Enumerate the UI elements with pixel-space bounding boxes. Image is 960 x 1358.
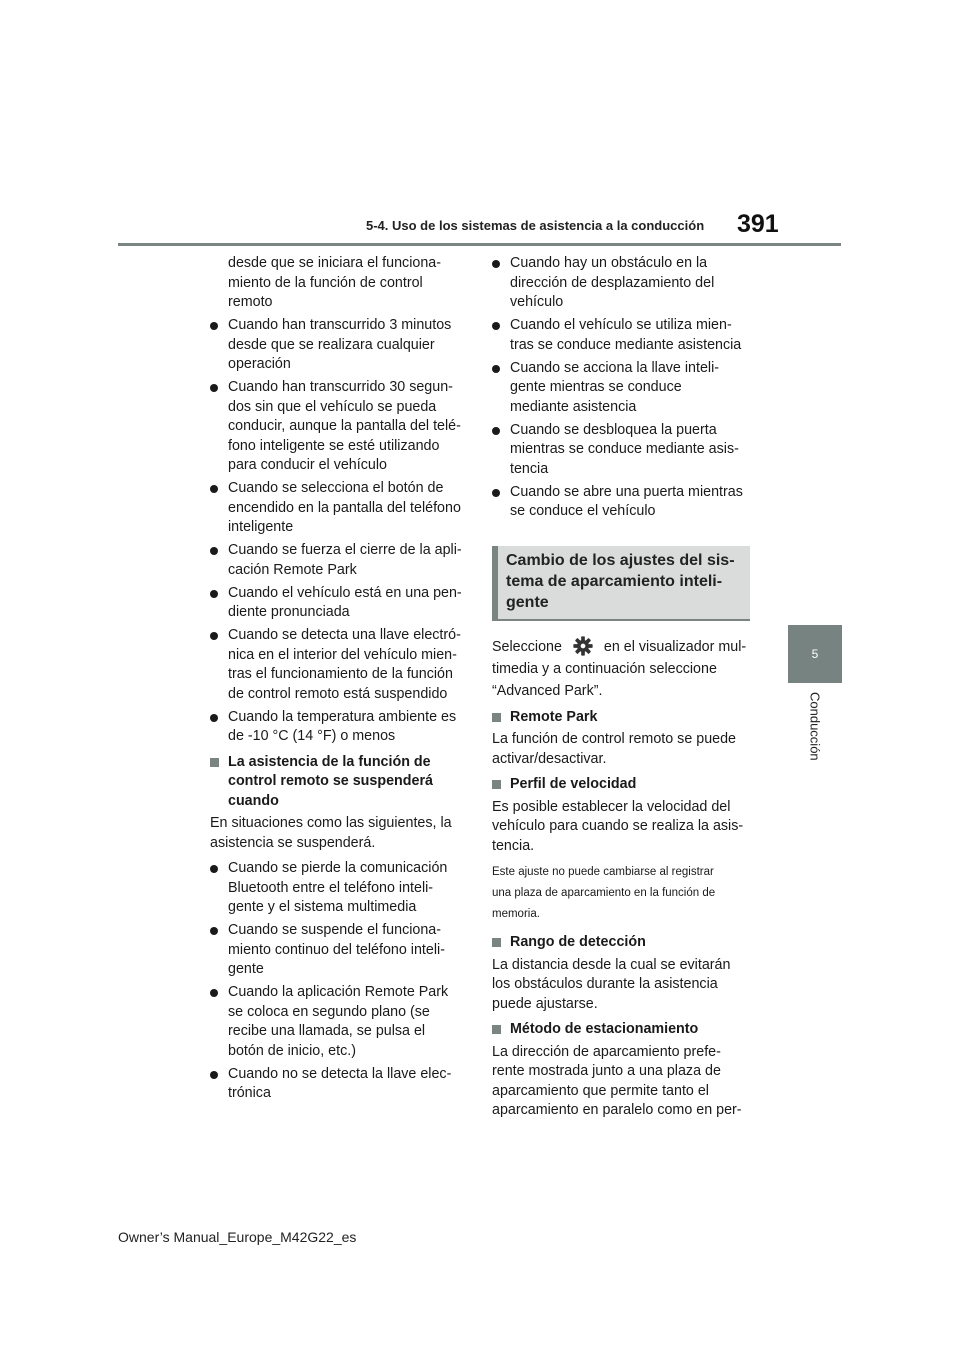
- paragraph: [492, 730, 754, 769]
- list-item: [492, 483, 754, 522]
- text-line: vehículo para cuando se realiza la asis-: [492, 818, 744, 834]
- header-rule: [118, 243, 841, 246]
- text-line: Cuando se desbloquea la puerta: [510, 421, 717, 438]
- text-line: conducir, aunque la pantalla del telé-: [228, 418, 461, 434]
- gear-icon: [572, 635, 594, 657]
- text-line: Cuando el vehículo se utiliza mien-: [510, 317, 732, 333]
- bullet-icon: [492, 322, 500, 330]
- paragraph: [492, 1043, 754, 1121]
- text-line: fono inteligente se esté utilizando: [228, 437, 440, 454]
- text-line: [492, 635, 754, 658]
- bullet-icon: [210, 590, 218, 598]
- bullet-icon: [210, 485, 218, 493]
- text-line: se conduce el vehículo: [510, 503, 656, 519]
- bullet-icon: [210, 927, 218, 935]
- text-line: miento continuo del teléfono inteli-: [228, 941, 445, 958]
- paragraph: [492, 798, 754, 857]
- text-line: tema de aparcamiento inteli-: [506, 572, 723, 590]
- text-line: La asistencia de la función de: [228, 753, 431, 770]
- chapter-label: [786, 692, 844, 812]
- text-line: Cambio de los ajustes del sis-: [506, 551, 735, 569]
- chapter-tab[interactable]: 5: [788, 625, 842, 683]
- list-item: [492, 359, 754, 418]
- text-line: remoto: [228, 294, 273, 310]
- text-line: timedia y a continuación seleccione: [492, 660, 717, 677]
- text-line: Método de estacionamiento: [510, 1021, 699, 1037]
- list-item: [210, 584, 472, 623]
- square-marker-icon: [492, 780, 501, 789]
- text-line: Perfil de velocidad: [510, 776, 637, 792]
- bullet-icon: [492, 489, 500, 497]
- list-item: [492, 421, 754, 480]
- bullet-icon: [492, 427, 500, 435]
- text-line: los obstáculos durante la asistencia: [492, 976, 718, 992]
- list-item: [492, 316, 754, 355]
- text-line: se coloca en segundo plano (se: [228, 1003, 430, 1020]
- subheading-remote-park: [492, 708, 754, 728]
- text-line: La distancia desde la cual se evitarán: [492, 956, 731, 973]
- text-line: tras se conduce mediante asistencia: [510, 336, 742, 353]
- list-item: [210, 626, 472, 704]
- text-line: Cuando se fuerza el cierre de la apli-: [228, 542, 462, 558]
- bullet-icon: [210, 1071, 218, 1079]
- text-line: Cuando la aplicación Remote Park: [228, 984, 449, 1000]
- text-line: una plaza de aparcamiento en la función de: [492, 887, 716, 899]
- square-marker-icon: [492, 713, 501, 722]
- text-line: activar/desactivar.: [492, 750, 607, 767]
- text-line: gente: [228, 961, 264, 977]
- text-line: encendido en la pantalla del teléfono: [228, 499, 461, 516]
- text-line: diente pronunciada: [228, 604, 350, 620]
- bullet-icon: [210, 632, 218, 640]
- text-line: tencia.: [492, 837, 535, 854]
- text-line: Este ajuste no puede cambiarse al registrar: [492, 866, 714, 878]
- text-line: gente: [506, 593, 549, 611]
- list-item: [210, 921, 472, 980]
- text-line: Cuando hay un obstáculo en la: [510, 255, 708, 271]
- text-line: Cuando se detecta una llave electró-: [228, 627, 461, 643]
- text-line: Cuando se abre una puerta mientras: [510, 483, 743, 500]
- text-line: Cuando se acciona la llave inteli-: [510, 359, 720, 376]
- list-item: [210, 859, 472, 918]
- text-line: En situaciones como las siguientes, la: [210, 815, 452, 831]
- right-column: [492, 254, 754, 1127]
- text-line: gente mientras se conduce: [510, 379, 682, 395]
- bullet-icon: [210, 714, 218, 722]
- subheading-detection-range: [492, 933, 754, 953]
- text-line: puede ajustarse.: [492, 995, 598, 1012]
- list-item: [210, 983, 472, 1061]
- text-line: nica en el interior del vehículo mien-: [228, 646, 457, 663]
- text-line: Remote Park: [510, 708, 598, 725]
- text-line: control remoto se suspenderá: [228, 773, 433, 789]
- list-item: [210, 316, 472, 375]
- text-line: Rango de detección: [510, 934, 646, 950]
- bullet-icon: [210, 322, 218, 330]
- list-item: [210, 541, 472, 580]
- text-line: miento de la función de control: [228, 274, 423, 291]
- text-line: dirección de desplazamiento del: [510, 274, 715, 291]
- bullet-icon: [492, 365, 500, 373]
- text-line: Cuando han transcurrido 30 segun-: [228, 379, 453, 395]
- continued-item: [210, 254, 472, 313]
- select-after-text: en el visualizador mul-: [603, 638, 747, 655]
- bullet-icon: [210, 384, 218, 392]
- text-line: La función de control remoto se puede: [492, 731, 737, 747]
- text-line: Cuando se suspende el funciona-: [228, 922, 442, 938]
- text-line: vehículo: [510, 294, 564, 310]
- list-item: [210, 378, 472, 476]
- text-line: botón de inicio, etc.): [228, 1042, 356, 1059]
- text-line: de -10 °C (14 °F) o menos: [228, 728, 396, 744]
- select-instruction: [492, 635, 754, 702]
- text-line: Cuando la temperatura ambiente es: [228, 708, 457, 725]
- text-line: Cuando se pierde la comunicación: [228, 860, 448, 876]
- text-line: aparcamiento que permite tanto el: [492, 1082, 709, 1099]
- list-item: [210, 479, 472, 538]
- text-line: cuando: [228, 792, 279, 809]
- text-line: desde que se realizara cualquier: [228, 336, 435, 353]
- paragraph: [210, 814, 472, 853]
- bullet-icon: [210, 547, 218, 555]
- subheading-parking-method: [492, 1020, 754, 1040]
- text-line: Cuando no se detecta la llave elec-: [228, 1065, 452, 1082]
- left-column: [210, 254, 472, 1107]
- square-marker-icon: [492, 1025, 501, 1034]
- note: [492, 862, 754, 925]
- subheading-speed-profile: [492, 775, 754, 795]
- text-line: Bluetooth entre el teléfono inteli-: [228, 879, 434, 896]
- section-title-box: [492, 546, 750, 621]
- chapter-label-text: Conducción: [807, 692, 823, 761]
- text-line: tras el funcionamiento de la función: [228, 666, 453, 682]
- text-line: Es posible establecer la velocidad del: [492, 798, 731, 815]
- list-item: [210, 708, 472, 747]
- text-line: Cuando el vehículo está en una pen-: [228, 584, 462, 601]
- list-item: [492, 254, 754, 313]
- text-line: inteligente: [228, 519, 294, 535]
- footer-text: Owner’s Manual_Europe_M42G22_es: [118, 1229, 357, 1245]
- text-line: recibe una llamada, se pulsa el: [228, 1023, 426, 1039]
- text-line: rente mostrada junto a una plaza de: [492, 1063, 721, 1079]
- bullet-icon: [210, 865, 218, 873]
- text-line: mientras se conduce mediante asis-: [510, 441, 739, 457]
- text-line: para conducir el vehículo: [228, 457, 387, 473]
- list-item: [210, 1065, 472, 1104]
- text-line: asistencia se suspenderá.: [210, 834, 376, 851]
- text-line: gente y el sistema multimedia: [228, 899, 417, 915]
- text-line: de control remoto está suspendido: [228, 685, 448, 702]
- paragraph: [492, 956, 754, 1015]
- text-line: trónica: [228, 1085, 271, 1101]
- subheading: [210, 753, 472, 812]
- page-number: 391: [737, 210, 779, 238]
- bullet-icon: [492, 260, 500, 268]
- text-line: Cuando han transcurrido 3 minutos: [228, 317, 452, 333]
- text-line: La dirección de aparcamiento prefe-: [492, 1043, 721, 1060]
- text-line: aparcamiento en paralelo como en per-: [492, 1102, 742, 1118]
- text-line: “Advanced Park”.: [492, 682, 603, 699]
- text-line: memoria.: [492, 908, 540, 920]
- section-header-title: 5-4. Uso de los sistemas de asistencia a la conducción: [366, 218, 705, 233]
- text-line: operación: [228, 356, 291, 372]
- square-marker-icon: [492, 938, 501, 947]
- select-before-text: Seleccione: [492, 638, 562, 655]
- text-line: mediante asistencia: [510, 398, 637, 415]
- text-line: tencia: [510, 460, 549, 477]
- text-line: desde que se iniciara el funciona-: [228, 255, 442, 271]
- text-line: cación Remote Park: [228, 561, 357, 578]
- bullet-icon: [210, 989, 218, 997]
- square-marker-icon: [210, 758, 219, 767]
- text-line: dos sin que el vehículo se pueda: [228, 398, 437, 415]
- text-line: Cuando se selecciona el botón de: [228, 480, 444, 496]
